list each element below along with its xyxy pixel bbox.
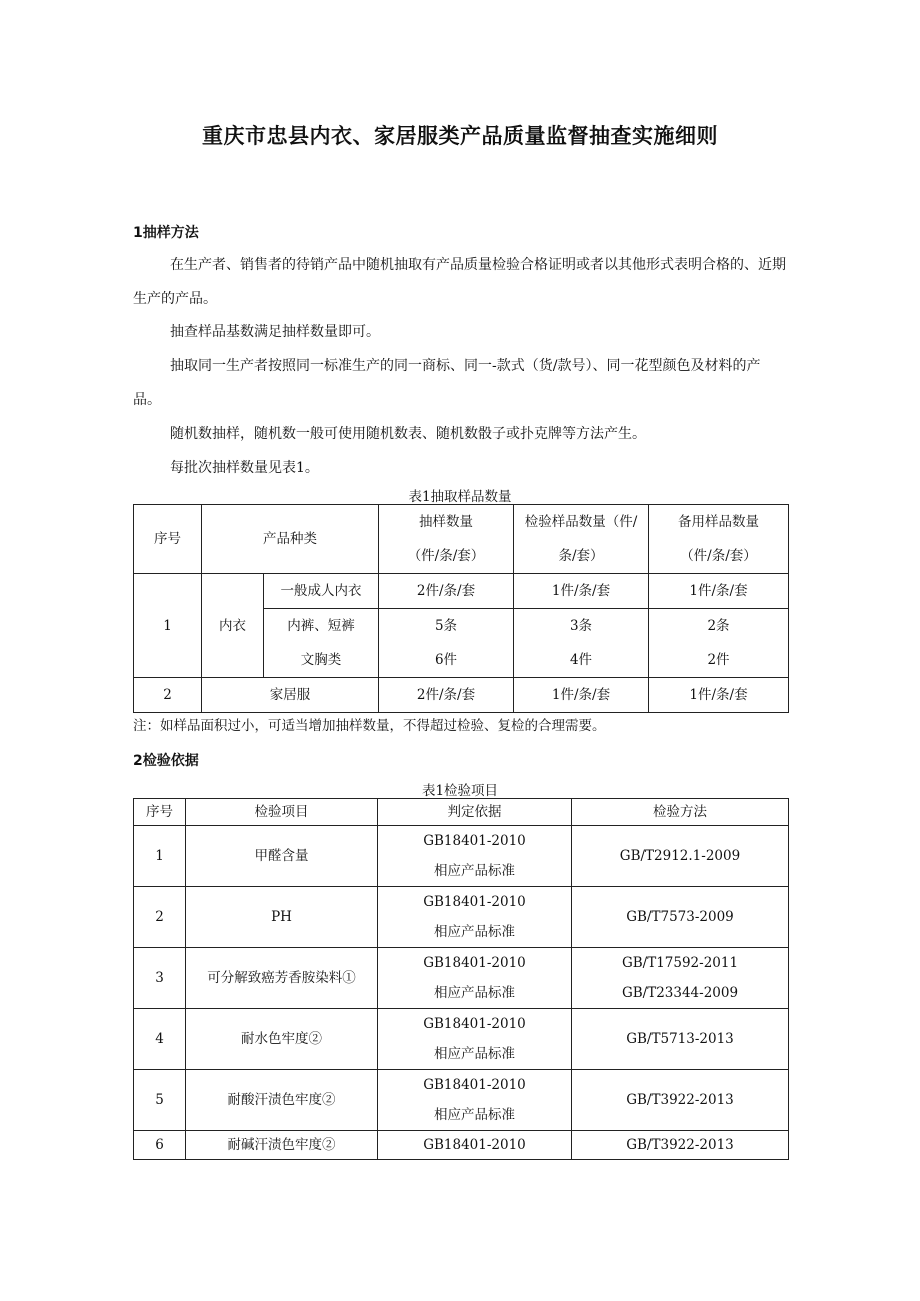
row1-sub2-backup-line2: 2件: [707, 652, 730, 668]
table-row: [134, 1131, 789, 1160]
table-row: [134, 574, 789, 609]
section-1-heading: 1抽样方法: [133, 225, 199, 241]
row-basis-line2: 相应产品标准: [434, 1046, 515, 1062]
row-item: 耐酸汗渍色牢度②: [186, 1070, 378, 1131]
header-seq: 序号: [134, 799, 186, 826]
header-category: 产品种类: [202, 505, 379, 574]
table-row: [134, 1009, 789, 1070]
row1-sub1-test: 1件/条/套: [514, 574, 649, 609]
row2-sample: 2件/条/套: [379, 678, 514, 713]
header-test-qty: [514, 505, 649, 574]
section-2-heading: 2检验依据: [133, 753, 199, 769]
table-2-header-row: [134, 799, 789, 826]
row-basis-line1: GB18401-2010: [423, 955, 526, 971]
row-basis-line1: GB18401-2010: [423, 1016, 526, 1032]
row-basis-line1: GB18401-2010: [423, 894, 526, 910]
row1-sub2-name-line2: 文胸类: [300, 652, 342, 668]
row-method: GB/T7573-2009: [572, 887, 789, 948]
row-seq: 2: [134, 887, 186, 948]
row-basis: [378, 887, 572, 948]
row1-sub2-backup-line1: 2条: [707, 618, 730, 634]
row-basis-line1: GB18401-2010: [423, 833, 526, 849]
row-method: GB/T3922-2013: [572, 1070, 789, 1131]
row-item: 可分解致癌芳香胺染料①: [186, 948, 378, 1009]
header-method: 检验方法: [572, 799, 789, 826]
header-basis: 判定依据: [378, 799, 572, 826]
row1-sub2-test: [514, 609, 649, 678]
table-1-header-row: [134, 505, 789, 574]
header-sample-qty-line1: 抽样数量: [419, 514, 473, 530]
header-backup-qty-line1: 备用样品数量: [678, 514, 759, 530]
row-seq: 4: [134, 1009, 186, 1070]
row-basis: [378, 826, 572, 887]
row1-group: 内衣: [202, 574, 264, 678]
row-basis-line2: 相应产品标准: [434, 924, 515, 940]
paragraph-5: 每批次抽样数量见表1。: [170, 460, 319, 476]
table-1-caption: 表1抽取样品数量: [408, 489, 512, 505]
row-item: PH: [186, 887, 378, 948]
table-row: [134, 1070, 789, 1131]
row-seq: 5: [134, 1070, 186, 1131]
row-item: 耐水色牢度②: [186, 1009, 378, 1070]
row-method: [572, 948, 789, 1009]
row-method: GB/T5713-2013: [572, 1009, 789, 1070]
row1-sub2-name: [264, 609, 379, 678]
paragraph-3: 抽取同一生产者按照同一标准生产的同一商标、同一-款式（货/款号）、同一花型颜色及材料的产品。: [133, 358, 761, 408]
row-basis: [378, 948, 572, 1009]
row1-sub2-test-line1: 3条: [569, 618, 593, 634]
header-backup-qty-line2: （件/条/套）: [680, 548, 757, 564]
header-test-qty-line2: 条/套）: [558, 548, 604, 564]
header-test-qty-line1: 检验样品数量（件/: [524, 514, 638, 530]
header-sample-qty-line2: （件/条/套）: [407, 548, 485, 564]
header-sample-qty: [379, 505, 514, 574]
header-seq: 序号: [134, 505, 202, 574]
row2-name: 家居服: [202, 678, 379, 713]
inspection-items-table: [133, 798, 789, 1160]
row-item: 甲醛含量: [186, 826, 378, 887]
row-method: GB/T3922-2013: [572, 1131, 789, 1160]
row1-sub2-sample-line2: 6件: [434, 652, 458, 668]
row-basis-line1: GB18401-2010: [423, 1077, 526, 1093]
paragraph-2: 抽查样品基数满足抽样数量即可。: [170, 324, 380, 340]
row-basis-line2: 相应产品标准: [434, 1107, 515, 1123]
document-title: 重庆市忠县内衣、家居服类产品质量监督抽查实施细则: [202, 124, 718, 148]
table-row: [134, 948, 789, 1009]
row-seq: 1: [134, 826, 186, 887]
row-method-line1: GB/T17592-2011: [621, 955, 739, 971]
table-1-note: 注：如样品面积过小，可适当增加抽样数量，不得超过检验、复检的合理需要。: [133, 718, 606, 734]
sample-quantity-table: [133, 504, 789, 713]
row1-seq: 1: [134, 574, 202, 678]
row-method: GB/T2912.1-2009: [572, 826, 789, 887]
table-2-caption: 表1检验项目: [421, 783, 499, 799]
row-basis: [378, 1070, 572, 1131]
row-seq: 6: [134, 1131, 186, 1160]
row-basis-line2: 相应产品标准: [434, 863, 515, 879]
row1-sub1-sample: 2件/条/套: [379, 574, 514, 609]
table-row: [134, 826, 789, 887]
row1-sub2-sample-line1: 5条: [434, 618, 458, 634]
row1-sub2-sample: [379, 609, 514, 678]
row2-backup: 1件/条/套: [649, 678, 789, 713]
row2-seq: 2: [134, 678, 202, 713]
header-item: 检验项目: [186, 799, 378, 826]
table-row: [134, 887, 789, 948]
row-basis-line2: 相应产品标准: [434, 985, 515, 1001]
table-row: [134, 678, 789, 713]
paragraph-1: 在生产者、销售者的待销产品中随机抽取有产品质量检验合格证明或者以其他形式表明合格的、近期生产的产品。: [133, 257, 786, 307]
row1-sub1-name: 一般成人内衣: [264, 574, 379, 609]
paragraph-4: 随机数抽样，随机数一般可使用随机数表、随机数骰子或扑克牌等方法产生。: [170, 426, 646, 442]
row1-sub2-name-line1: 内裤、短裤: [287, 618, 355, 634]
header-backup-qty: [649, 505, 789, 574]
row2-test: 1件/条/套: [514, 678, 649, 713]
row1-sub2-backup: [649, 609, 789, 678]
row-basis: [378, 1009, 572, 1070]
row-item: 耐碱汗渍色牢度②: [186, 1131, 378, 1160]
row1-sub2-test-line2: 4件: [569, 652, 593, 668]
row-seq: 3: [134, 948, 186, 1009]
row-method-line2: GB/T23344-2009: [621, 985, 739, 1001]
row-basis: GB18401-2010: [378, 1131, 572, 1160]
row1-sub1-backup: 1件/条/套: [649, 574, 789, 609]
